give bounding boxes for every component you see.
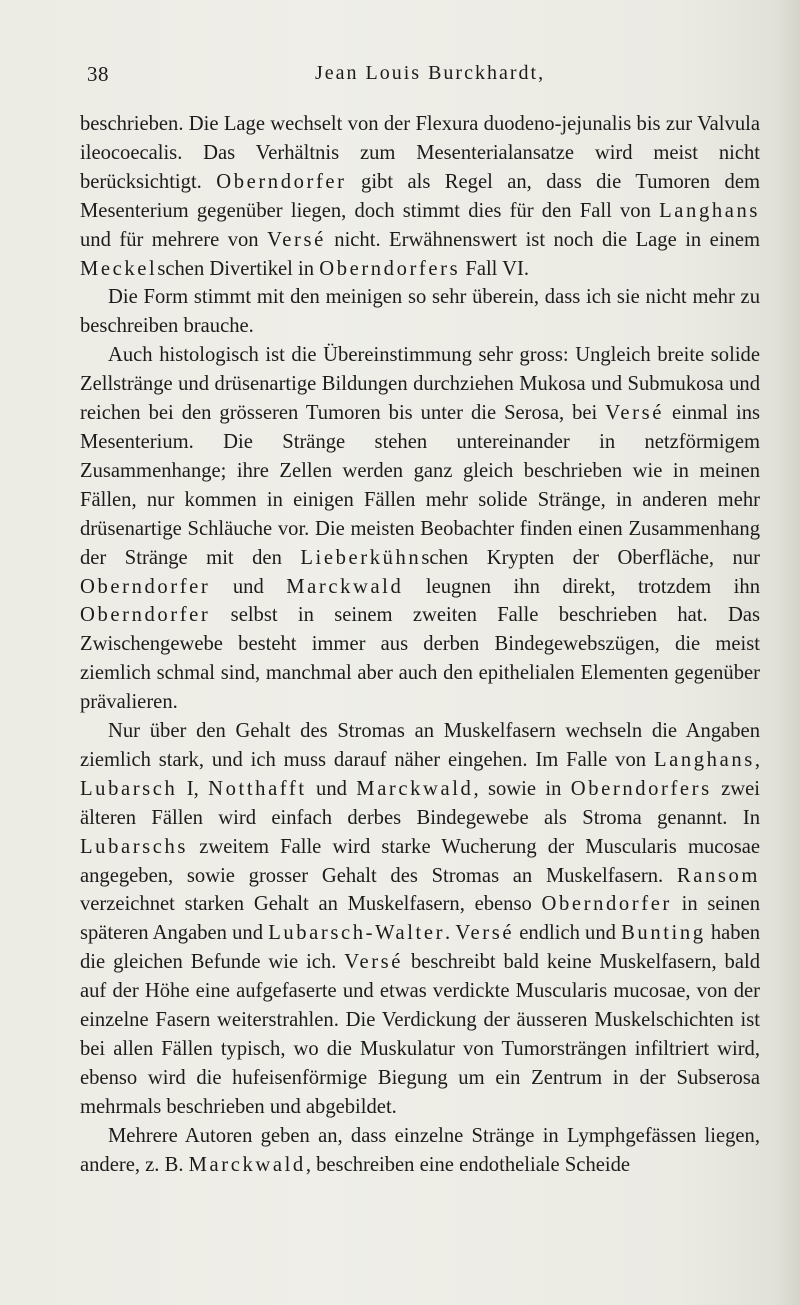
author-name: Meckel [80, 257, 158, 280]
author-name: Bunting [621, 922, 706, 945]
paragraph [80, 1122, 760, 1180]
page-number: 38 [87, 62, 109, 86]
author-name: Notthafft [208, 777, 307, 800]
author-name: Marckwald [188, 1153, 306, 1176]
text-run: verzeichnet starken Gehalt an Muskelfasern, ebenso [80, 893, 542, 916]
author-name: Oberndorfer [541, 893, 672, 916]
author-name: Versé [344, 951, 404, 974]
author-name: Versé [267, 228, 326, 251]
text-run: endlich und [514, 922, 622, 945]
text-run: zweitem Falle wird starke Wucherung der Muscularis mucosae angegeben, sowie grosser Gehalt des Stromas an Muskelfasern. [80, 835, 760, 887]
paragraph [80, 283, 760, 341]
text-run: einmal ins Mesenterium. Die Stränge stehen untereinander in netzförmigem Zusammenhange; ihre Zellen werden ganz gleich beschrieben wie in meinen Fällen, nur kommen in einigen Fällen mehr solide Stränge, in anderen mehr drüsenartige Schläuche vor. Die meisten Beobachter finden einen Zusammenhang der Stränge mit den [80, 402, 760, 569]
text-run: schen Krypten der Oberfläche, nur [421, 546, 761, 569]
paragraph [80, 717, 760, 1122]
text-run: . [445, 922, 456, 945]
text-run: Die Form stimmt mit den meinigen so sehr überein, dass ich sie nicht mehr zu beschreiben brauche. [80, 286, 760, 338]
text-run: Nur über den Gehalt des Stromas an Muskelfasern wechseln die Angaben ziemlich stark, und ich muss darauf näher eingehen. Im Falle von [80, 720, 760, 771]
author-name: Marckwald [286, 575, 404, 598]
author-name: Lubarschs [80, 835, 189, 858]
author-name: Lubarsch [80, 777, 178, 800]
author-name: Oberndorfer [80, 575, 211, 598]
text-run: schen Divertikel in [157, 257, 320, 280]
text-run: gibt als Regel an, dass die Tumoren dem Mesenterium gegenüber liegen, doch stimmt dies für den Fall von [80, 170, 760, 222]
page-header [75, 62, 755, 92]
text-run: selbst in seinem zweiten Falle beschrieben hat. Das Zwischengewebe besteht immer aus derben Bindegewebszügen, die meist ziemlich schmal sind, manchmal aber auch den epithelialen Elementen gegenüber prävalieren. [80, 604, 760, 714]
text-run: beschrieben. Die Lage wechselt von der Flexura duodeno-jejunalis bis zur Valvula ileocoecalis. Das Verhältnis zum Mesenterialansatze wird meist nicht berücksichtigt. [80, 113, 760, 193]
text-run: Fall VI. [460, 257, 530, 280]
text-run: in seinen späteren Angaben und [80, 893, 760, 945]
author-name: Versé [455, 922, 515, 945]
text-run: beschreibt bald keine Muskelfasern, bald auf der Höhe eine aufgefaserte und etwas verdickte Muscularis mucosae, von der einzelne Fasern weiterstrahlen. Die Verdickung der äusseren Muskelschichten ist bei allen Fällen typisch, wo die Muskulatur von Tumorsträngen infiltriert wird, ebenso wird die hufeisenförmige Biegung um ein Zentrum in der Subserosa mehrmals beschrieben und abgebildet. [80, 951, 760, 1118]
author-name: Oberndorfer [80, 604, 211, 627]
author-name: Lieberkühn [300, 546, 422, 569]
text-run: , [754, 748, 760, 771]
text-run: und [306, 777, 357, 800]
author-name: Oberndorfers [570, 777, 712, 800]
author-name: Oberndorfers [319, 257, 461, 280]
body-text [80, 110, 760, 1180]
text-run: und für mehrere von [80, 228, 268, 251]
text-run: I, [177, 777, 209, 800]
text-run: und [210, 575, 287, 598]
author-name: Langhans [653, 748, 755, 771]
author-name: Oberndorfer [216, 170, 347, 193]
author-name: Ransom [676, 864, 760, 887]
text-run: zwei älteren Fällen wird einfach derbes Bindegewebe als Stroma genannt. In [80, 777, 760, 829]
paragraph [80, 110, 760, 283]
author-name: Versé [605, 402, 664, 425]
text-run: leugnen ihn direkt, trotzdem ihn [403, 575, 760, 598]
running-head: Jean Louis Burckhardt, [315, 62, 546, 84]
text-run: , sowie in [473, 777, 571, 800]
author-name: Marckwald [356, 777, 474, 800]
author-name: Langhans [659, 199, 760, 222]
author-name: Lubarsch-Walter [268, 922, 446, 945]
paragraph [80, 341, 760, 717]
text-run: , beschreiben eine endotheliale Scheide [305, 1153, 631, 1176]
text-run: Mehrere Autoren geben an, dass einzelne Stränge in Lymphgefässen liegen, andere, z. B. [80, 1124, 760, 1176]
text-run: haben die gleichen Befunde wie ich. [80, 922, 761, 974]
text-run: Auch histologisch ist die Übereinstimmung sehr gross: Ungleich breite solide Zellstränge und drüsenartige Bildungen durchziehen Mukosa und Submukosa und reichen bei den grösseren Tumoren bis unter die Serosa, bei [80, 344, 760, 425]
text-run: nicht. Erwähnenswert ist noch die Lage in einem [325, 228, 760, 251]
